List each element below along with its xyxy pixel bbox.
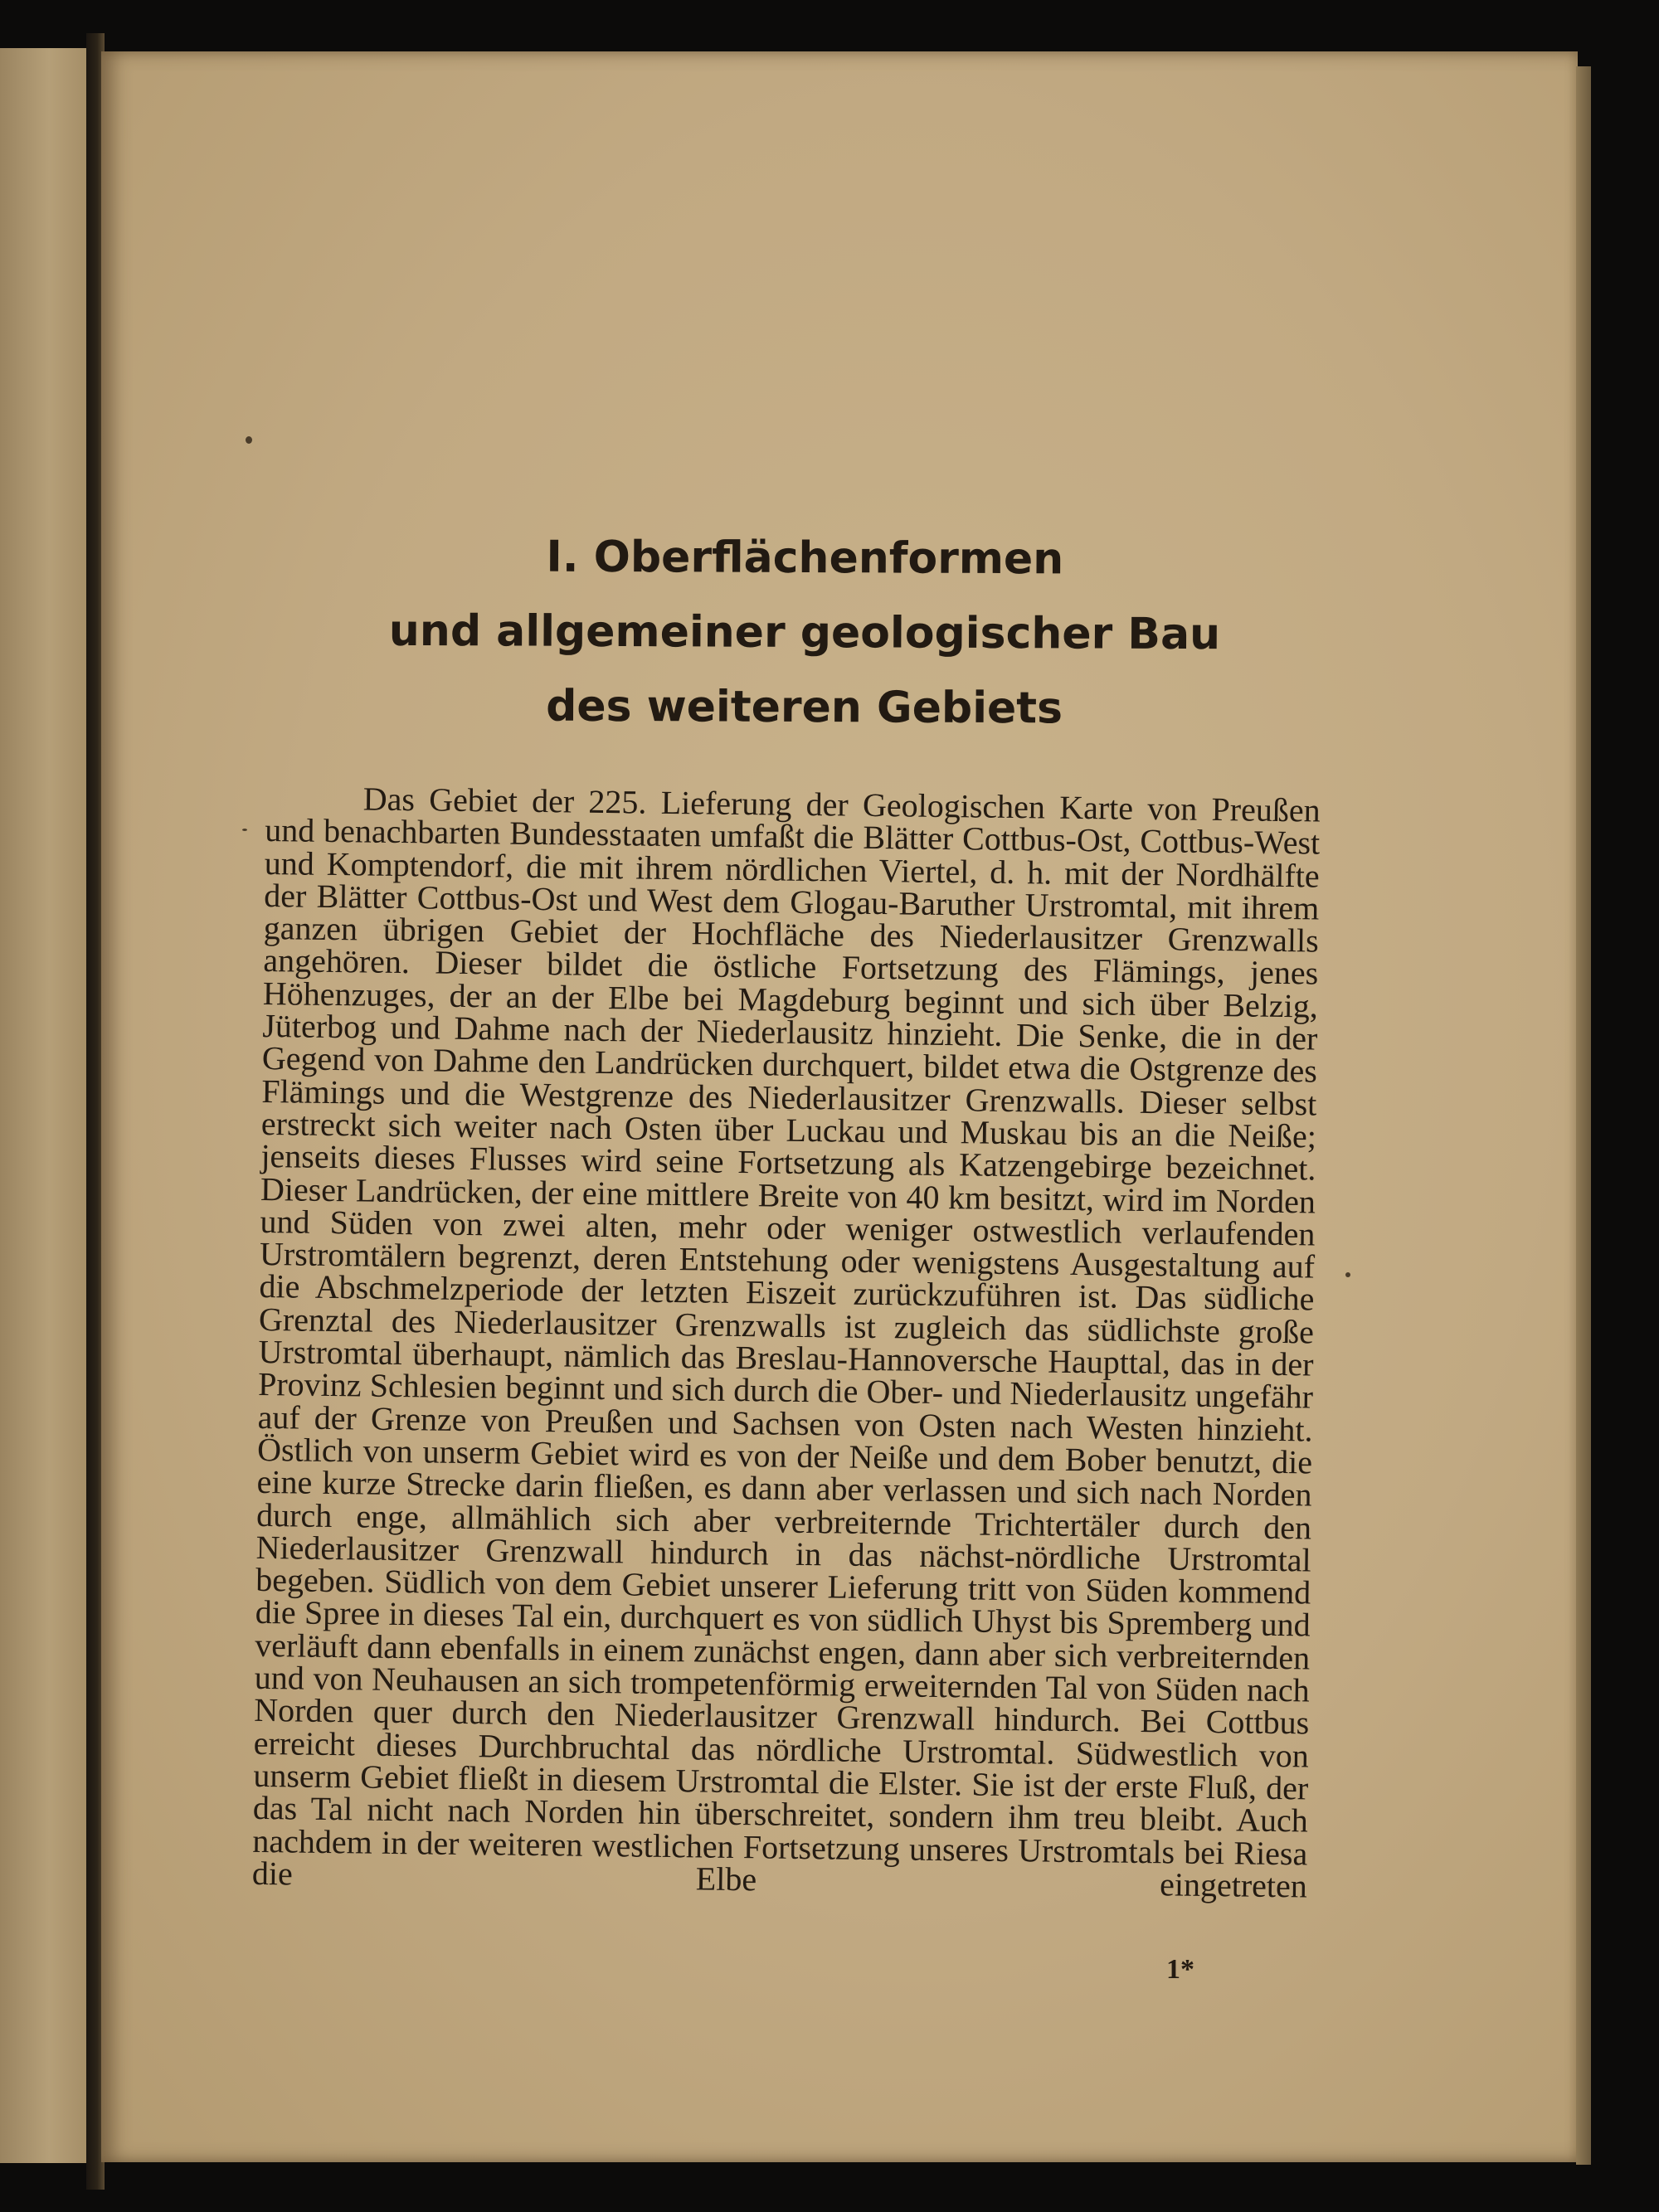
page-edge — [1576, 66, 1591, 2165]
body-paragraph: Das Gebiet der 225. Lieferung der Geologischen Karte von Preußen und benachbarten Bundesstaaten umfaßt die Blätter Cottbus-Ost, Cottbus-West und Komptendorf, die mit ihrem nördlichen Viertel, d. h. mit der Nordhälfte der Blätter Cottbus-Ost und West dem Glogau-Baruther Urstromtal, mit ihrem ganzen übrigen Gebiet der Hochfläche des Niederlausitzer Grenzwalls angehören. Dieser bildet die östliche Fortsetzung des Flämings, jenes Höhenzuges, der an der Elbe bei Magdeburg beginnt und sich über Belzig, Jüterbog und Dahme nach der Niederlausitz hinzieht. Die Senke, die in der Gegend von Dahme den Landrücken durchquert, bildet etwa die Ostgrenze des Flämings und die Westgrenze des Niederlausitzer Grenzwalls. Dieser selbst erstreckt sich weiter nach Osten über Luckau und Muskau bis an die Neiße; jenseits dieses Flusses wird seine Fortsetzung als Katzengebirge bezeichnet. Dieser Landrücken, der eine mittlere Breite von 40 km besitzt, wird im Norden und Süden von zwei alten, mehr oder weniger ostwestlich verlaufenden Urstromtälern begrenzt, deren Entstehung oder wenigstens Ausgestaltung auf die Abschmelzperiode der letzten Eiszeit zurückzuführen ist. Das südliche Grenztal des Niederlausitzer Grenzwalls ist zugleich das südlichste große Urstromtal überhaupt, nämlich das Breslau-Hannoversche Haupttal, das in der Provinz Schlesien beginnt und sich durch die Ober- und Niederlausitz ungefähr auf der Grenze von Preußen und Sachsen von Osten nach Westen hinzieht. Östlich von unserm Gebiet wird es von der Neiße und dem Bober benutzt, die eine kurze Strecke darin fließen, es dann aber verlassen und sich nach Norden durch enge, allmählich sich aber verbreiternde Trichtertäler durch den Niederlausitzer Grenzwall hindurch in das nächst-nördliche Urstromtal begeben. Südlich von dem Gebiet unserer Lieferung tritt von Süden kommend die Spree in dieses Tal ein, durchquert es von südlich Uhyst bis Spremberg und verläuft dann ebenfalls in einem zunächst engen, dann aber sich verbreiternden und von Neuhausen an sich trompetenförmig erweiternden Tal von Süden nach Norden quer durch den Niederlausitzer Grenzwall hindurch. Bei Cottbus erreicht dieses Durchbruchtal das nördliche Urstromtal. Südwestlich von unserm Gebiet fließt in diesem Urstromtal die Elster. Sie ist der erste Fluß, der das Tal nicht nach Norden hin überschreitet, sondern ihm treu bleibt. Auch nachdem in der weiteren westlichen Fortsetzung unseres Urstromtals bei Riesa die Elbe eingetreten — [251, 780, 1321, 1905]
chapter-heading — [248, 518, 1360, 747]
heading-line: und allgemeiner geologischer Bau — [388, 605, 1221, 660]
paper-speck — [246, 436, 252, 444]
paper-speck — [242, 829, 247, 831]
heading-line: des weiteren Gebiets — [546, 681, 1063, 734]
page-number: 1* — [1166, 1954, 1194, 1985]
paper-speck — [1345, 1272, 1350, 1277]
previous-page-edge — [0, 48, 90, 2163]
heading-line: I. Oberflächenformen — [546, 532, 1064, 585]
